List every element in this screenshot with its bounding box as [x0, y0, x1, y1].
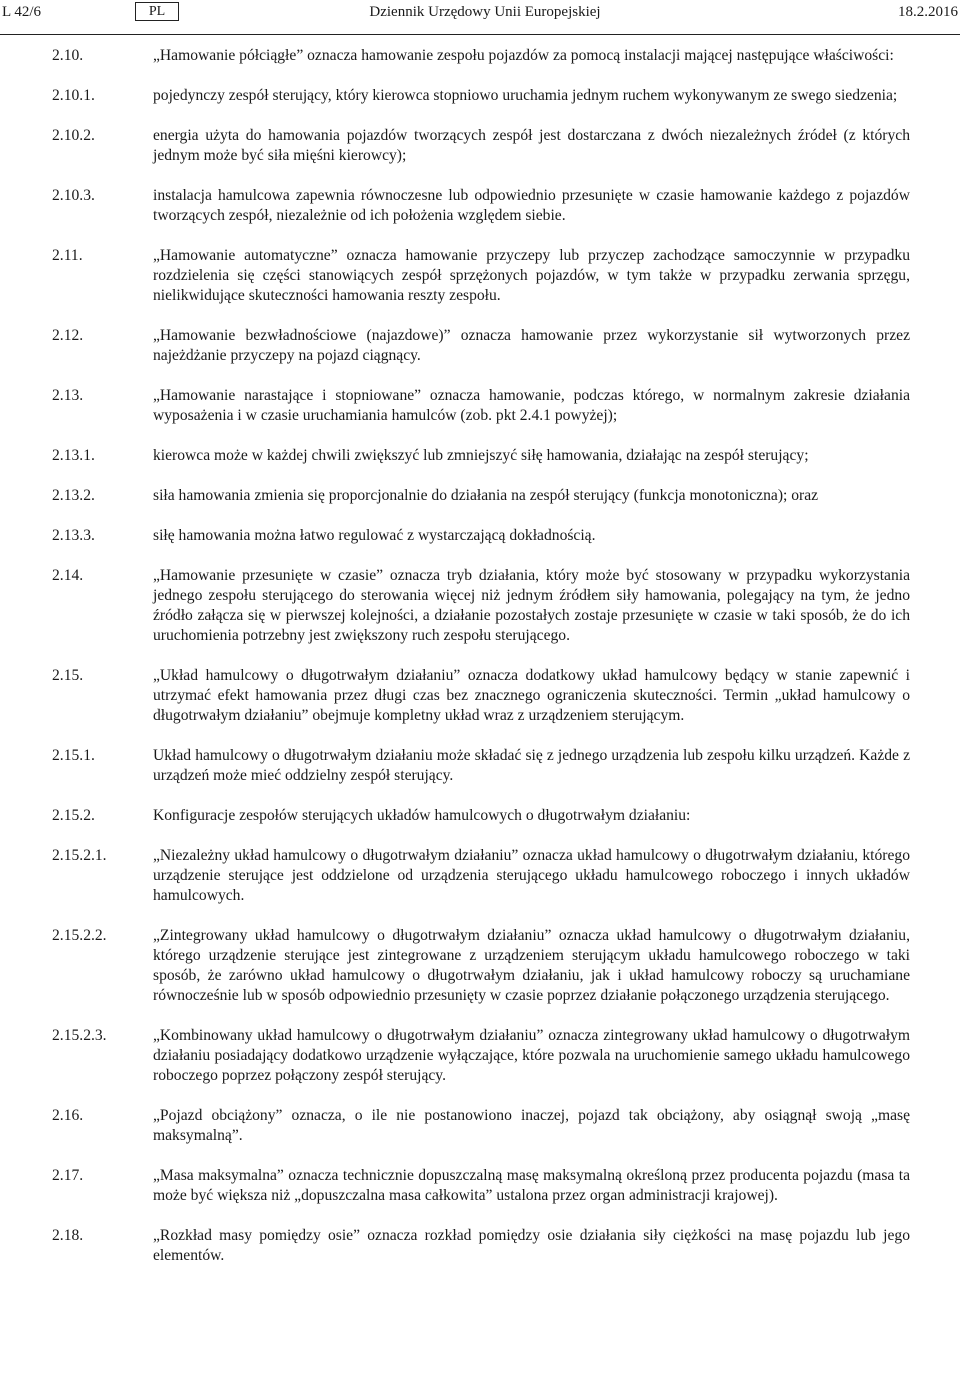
definition-item: [52, 526, 910, 546]
item-text: „Kombinowany układ hamulcowy o długotrwałym działaniu” oznacza zintegrowany układ hamulcowy o długotrwałym działaniu posiadający dodatkowo urządzenie wyłączające, które pozwala na uruchomienie samego układu hamulcowego roboczego poprzez połączony zespół sterujący.: [153, 1027, 910, 1084]
definition-item: [52, 566, 910, 646]
definition-item: [52, 806, 910, 826]
item-number: 2.17.: [52, 1167, 84, 1184]
item-number: 2.13.3.: [52, 527, 95, 544]
item-number: 2.15.2.: [52, 807, 95, 824]
definition-item: [52, 746, 910, 786]
definition-item: [52, 1106, 910, 1146]
item-number: 2.16.: [52, 1107, 84, 1124]
definition-item: [52, 666, 910, 726]
definition-item: [52, 1026, 910, 1086]
definition-item: [52, 926, 910, 1006]
item-number: 2.18.: [52, 1227, 84, 1244]
item-number: 2.10.: [52, 47, 84, 64]
item-text: „Masa maksymalna” oznacza technicznie dopuszczalną masę maksymalną określoną przez producenta pojazdu (masa ta może być większa niż „dopuszczalna masa całkowita” ustalona przez organ administracji krajowej).: [153, 1167, 910, 1204]
item-text: instalacja hamulcowa zapewnia równoczesne lub odpowiednio przesunięte w czasie hamowanie każdego z pojazdów tworzących zespół, niezależnie od ich położenia względem siebie.: [153, 187, 910, 224]
item-text: „Hamowanie przesunięte w czasie” oznacza tryb działania, który może być stosowany w przypadku wykorzystania jednego zespołu sterującego do sterowania więcej niż jednym źródłem siły hamowania, polegający na tym, że jedno źródło załącza się w pierwszej kolejności, a działanie pozostałych zostaje przesunięte w czasie w taki sposób, że do ich uruchomienia potrzebny jest zwiększony ruch zespołu sterującego.: [153, 567, 910, 644]
item-text: „Zintegrowany układ hamulcowy o długotrwałym działaniu” oznacza układ hamulcowy o długotrwałym działaniu, którego urządzenie sterujące jest zintegrowane z urządzeniem sterującym układu hamulcowego roboczego w taki sposób, że zarówno układ hamulcowy o długotrwałym działaniu, jak i układ hamulcowy roboczy są uruchamiane równocześnie lub w sposób odpowiednio przesunięty w czasie poprzez działanie połączonego urządzenia sterującego.: [153, 927, 910, 1004]
definition-item: [52, 446, 910, 466]
item-text: energia użyta do hamowania pojazdów tworzących zespół jest dostarczana z dwóch niezależnych źródeł (z których jednym może być siła mięśni kierowcy);: [153, 127, 910, 164]
item-text: siłę hamowania można łatwo regulować z wystarczającą dokładnością.: [153, 527, 596, 544]
definition-item: [52, 126, 910, 166]
item-text: „Hamowanie bezwładnościowe (najazdowe)” oznacza hamowanie przez wykorzystanie sił wytworzonych przez najeżdżanie przyczepy na pojazd ciągnący.: [153, 327, 910, 364]
item-number: 2.14.: [52, 567, 84, 584]
item-number: 2.13.1.: [52, 447, 95, 464]
item-number: 2.15.: [52, 667, 84, 684]
definition-item: [52, 86, 910, 106]
item-text: „Hamowanie narastające i stopniowane” oznacza hamowanie, podczas którego, w normalnym zakresie działania wyposażenia i w czasie uruchamiania hamulców (zob. pkt 2.4.1 powyżej);: [153, 387, 910, 424]
publication-date: 18.2.2016: [898, 4, 958, 20]
definition-item: [52, 846, 910, 906]
definition-item: [52, 486, 910, 506]
item-number: 2.13.2.: [52, 487, 95, 504]
definition-item: [52, 326, 910, 366]
item-number: 2.15.2.1.: [52, 847, 107, 864]
item-text: „Niezależny układ hamulcowy o długotrwałym działaniu” oznacza układ hamulcowy o długotrwałym działaniu, którego urządzenie sterujące jest oddzielone od urządzenia sterującego układu hamulcowego roboczego i innych układów hamulcowych.: [153, 847, 910, 904]
item-text: siła hamowania zmienia się proporcjonalnie do działania na zespół sterujący (funkcja monotoniczna); oraz: [153, 487, 819, 504]
item-number: 2.11.: [52, 247, 83, 264]
item-text: pojedynczy zespół sterujący, który kierowca stopniowo uruchamia jednym ruchem wykonywanym ze swego siedzenia;: [153, 87, 898, 104]
item-number: 2.10.1.: [52, 87, 95, 104]
item-text: Układ hamulcowy o długotrwałym działaniu może składać się z jednego urządzenia lub zespołu kilku urządzeń. Każde z urządzeń może mieć oddzielny zespół sterujący.: [153, 747, 910, 784]
item-text: kierowca może w każdej chwili zwiększyć lub zmniejszyć siłę hamowania, działając na zespół sterujący;: [153, 447, 809, 464]
page-header: [0, 0, 960, 35]
definition-item: [52, 386, 910, 426]
page-reference: L 42/6: [2, 4, 42, 20]
item-text: „Hamowanie półciągłe” oznacza hamowanie zespołu pojazdów za pomocą instalacji mającej następujące właściwości:: [153, 47, 894, 64]
item-number: 2.15.2.2.: [52, 927, 107, 944]
item-text: „Pojazd obciążony” oznacza, o ile nie postanowiono inaczej, pojazd tak obciążony, aby osiągnął swoją „masę maksymalną”.: [153, 1107, 910, 1144]
item-number: 2.10.2.: [52, 127, 95, 144]
item-text: „Hamowanie automatyczne” oznacza hamowanie przyczepy lub przyczep zachodzące samoczynnie w przypadku rozdzielenia się części stanowiących zespół sprzężonych pojazdów, w tym także w przypadku zerwania sprzęgu, nielikwidujące skuteczności hamowania reszty zespołu.: [153, 247, 910, 304]
definition-item: [52, 46, 910, 66]
definition-item: [52, 1166, 910, 1206]
item-text: „Rozkład masy pomiędzy osie” oznacza rozkład pomiędzy osie działania siły ciężkości na masę pojazdu lub jego elementów.: [153, 1227, 910, 1264]
item-number: 2.15.1.: [52, 747, 95, 764]
definition-item: [52, 1226, 910, 1266]
item-number: 2.12.: [52, 327, 84, 344]
item-text: „Układ hamulcowy o długotrwałym działaniu” oznacza dodatkowy układ hamulcowy będący w stanie zapewnić i utrzymać efekt hamowania przez długi czas bez znacznego ograniczenia skuteczności. Termin „układ hamulcowy o długotrwałym działaniu” obejmuje kompletny układ wraz z urządzeniem sterującym.: [153, 667, 910, 724]
language-badge: PL: [135, 2, 179, 21]
definition-item: [52, 186, 910, 226]
item-number: 2.13.: [52, 387, 84, 404]
item-number: 2.10.3.: [52, 187, 95, 204]
definition-item: [52, 246, 910, 306]
definitions-list: [52, 46, 910, 1286]
journal-title: Dziennik Urzędowy Unii Europejskiej: [369, 4, 601, 20]
item-number: 2.15.2.3.: [52, 1027, 107, 1044]
item-text: Konfiguracje zespołów sterujących układów hamulcowych o długotrwałym działaniu:: [153, 807, 691, 824]
